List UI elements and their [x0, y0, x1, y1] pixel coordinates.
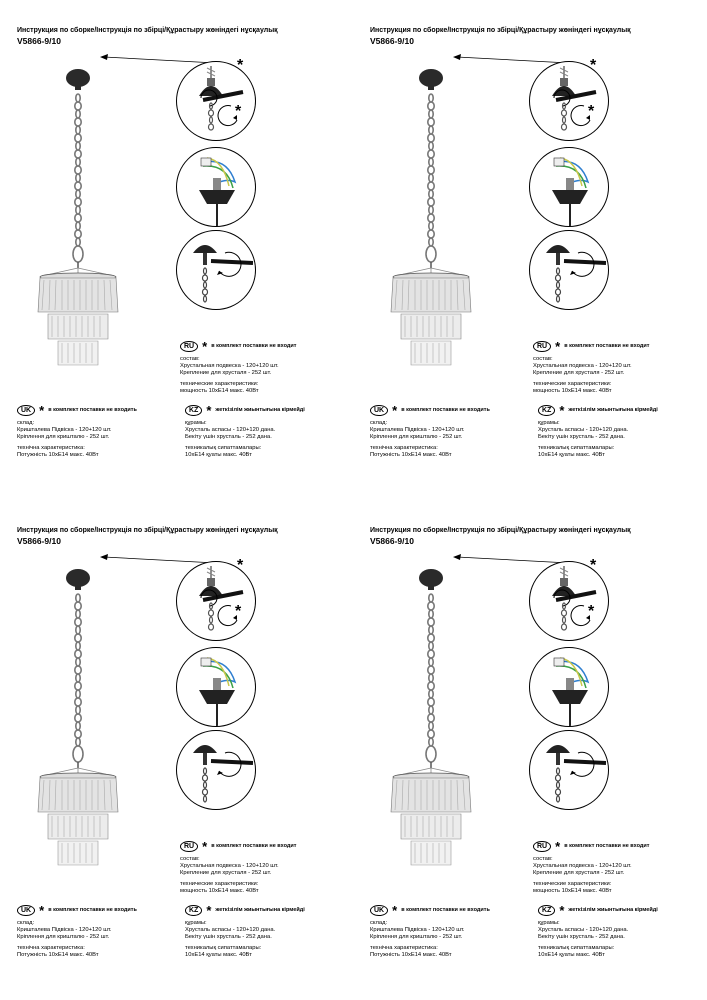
star-icon: *	[237, 57, 244, 74]
ru-composition-line: Хрустальная подвеска - 120+120 шт.	[180, 363, 279, 369]
wire-connection-icon	[177, 648, 255, 726]
star-icon: *	[392, 903, 398, 918]
kz-tech-label: техникалық сипаттамалары:	[185, 445, 262, 451]
star-icon: *	[590, 57, 597, 74]
kz-badge: KZ	[538, 405, 555, 416]
kz-tech-label: техникалық сипаттамалары:	[538, 445, 615, 451]
instruction-panel	[0, 0, 353, 500]
uk-tech-label: технічна характеристика:	[17, 445, 85, 451]
canopy-rotate-icon	[530, 731, 608, 809]
wire-connection-detail	[176, 647, 256, 727]
star-icon: *	[206, 403, 212, 418]
instruction-panel	[353, 0, 706, 500]
uk-composition-line: Кришталева Підвіска - 120+120 шт.	[17, 427, 112, 433]
uk-tech-value: Потужність 10xE14 макс. 40Вт	[370, 452, 452, 458]
ru-badge: RU	[180, 341, 198, 352]
kz-composition-line: Хрусталь аспасы - 120+120 дана.	[538, 927, 629, 933]
canopy-mount-icon	[530, 562, 608, 640]
uk-note: в комплект поставки не входить	[401, 907, 490, 913]
ru-tech-value: мощность 10xE14 макс. 40Вт	[533, 888, 612, 894]
kz-tech-label: техникалық сипаттамалары:	[538, 945, 615, 951]
kz-composition-label: құрамы:	[185, 920, 207, 926]
ru-composition-line: Хрустальная подвеска - 120+120 шт.	[533, 863, 632, 869]
ru-tech-label: технические характеристики:	[533, 381, 612, 387]
uk-composition-line: Кришталева Підвіска - 120+120 шт.	[17, 927, 112, 933]
uk-tech-value: Потужність 10xE14 макс. 40Вт	[17, 952, 99, 958]
star-icon: *	[555, 339, 561, 354]
star-icon: *	[559, 403, 565, 418]
wire-connection-detail	[529, 147, 609, 227]
uk-composition-label: склад:	[370, 420, 388, 426]
wire-connection-icon	[177, 148, 255, 226]
instruction-panel	[0, 500, 353, 1000]
uk-composition-label: склад:	[17, 920, 35, 926]
kz-composition-line: Хрусталь аспасы - 120+120 дана.	[185, 427, 276, 433]
canopy-rotate-icon	[530, 231, 608, 309]
canopy-mount-detail	[176, 61, 256, 141]
ru-composition-line: Крепление для хрусталя - 252 шт.	[533, 870, 625, 876]
star-icon: *	[202, 339, 208, 354]
kz-composition-line: Бекіту үшін хрусталь - 252 дана.	[185, 434, 272, 440]
uk-section	[370, 905, 490, 959]
wire-connection-icon	[530, 148, 608, 226]
uk-composition-line: Кришталева Підвіска - 120+120 шт.	[370, 427, 465, 433]
kz-badge: KZ	[185, 405, 202, 416]
canopy-mount-icon	[177, 62, 255, 140]
canopy-rotate-detail	[529, 230, 609, 310]
uk-composition-line: Кріплення для кришталю - 252 шт.	[17, 434, 110, 440]
ru-section	[180, 341, 296, 395]
canopy-rotate-detail	[176, 230, 256, 310]
kz-section	[538, 405, 658, 459]
ru-composition-label: состав:	[180, 856, 200, 862]
star-icon: *	[392, 403, 398, 418]
kz-tech-value: 10xE14 қуаты макс. 40Вт	[185, 952, 252, 958]
instruction-title: Инструкция по сборке/Інструкція по збірці/Құрастыру жөніндегі нұсқаулық	[370, 27, 631, 34]
kz-composition-line: Бекіту үшін хрусталь - 252 дана.	[185, 934, 272, 940]
ru-tech-label: технические характеристики:	[180, 381, 259, 387]
ru-composition-label: состав:	[533, 356, 553, 362]
uk-badge: UK	[370, 905, 388, 916]
uk-section	[370, 405, 490, 459]
ru-note: в комплект поставки не входит	[564, 843, 650, 849]
instruction-title: Инструкция по сборке/Інструкція по збірці/Құрастыру жөніндегі нұсқаулық	[370, 527, 631, 534]
kz-tech-value: 10xE14 қуаты макс. 40Вт	[538, 452, 605, 458]
uk-composition-line: Кріплення для кришталю - 252 шт.	[370, 934, 463, 940]
ru-tech-label: технические характеристики:	[533, 881, 612, 887]
kz-composition-line: Бекіту үшін хрусталь - 252 дана.	[538, 434, 625, 440]
uk-composition-label: склад:	[370, 920, 388, 926]
chandelier-illustration	[30, 564, 150, 894]
ru-composition-line: Крепление для хрусталя - 252 шт.	[180, 870, 272, 876]
wire-connection-icon	[530, 648, 608, 726]
ru-composition-line: Хрустальная подвеска - 120+120 шт.	[533, 363, 632, 369]
canopy-mount-icon	[177, 562, 255, 640]
ru-composition-line: Крепление для хрусталя - 252 шт.	[180, 370, 272, 376]
uk-section	[17, 405, 137, 459]
uk-tech-value: Потужність 10xE14 макс. 40Вт	[17, 452, 99, 458]
star-icon: *	[555, 839, 561, 854]
kz-note: жеткізілім жиынтығына кірмейді	[215, 907, 305, 913]
canopy-rotate-detail	[529, 730, 609, 810]
kz-badge: KZ	[185, 905, 202, 916]
ru-note: в комплект поставки не входит	[211, 843, 297, 849]
kz-note: жеткізілім жиынтығына кірмейді	[568, 907, 658, 913]
kz-note: жеткізілім жиынтығына кірмейді	[568, 407, 658, 413]
uk-section	[17, 905, 137, 959]
ru-tech-value: мощность 10xE14 макс. 40Вт	[180, 888, 259, 894]
kz-composition-label: құрамы:	[185, 420, 207, 426]
kz-composition-label: құрамы:	[538, 920, 560, 926]
uk-composition-line: Кріплення для кришталю - 252 шт.	[370, 434, 463, 440]
star-icon: *	[206, 903, 212, 918]
ru-note: в комплект поставки не входит	[564, 343, 650, 349]
star-icon: *	[559, 903, 565, 918]
uk-note: в комплект поставки не входить	[48, 407, 137, 413]
uk-badge: UK	[370, 405, 388, 416]
star-icon: *	[39, 903, 45, 918]
uk-composition-line: Кріплення для кришталю - 252 шт.	[17, 934, 110, 940]
ru-badge: RU	[533, 341, 551, 352]
kz-note: жеткізілім жиынтығына кірмейді	[215, 407, 305, 413]
canopy-rotate-icon	[177, 231, 255, 309]
kz-tech-value: 10xE14 қуаты макс. 40Вт	[185, 452, 252, 458]
kz-section	[185, 405, 305, 459]
ru-composition-label: состав:	[180, 356, 200, 362]
ru-tech-value: мощность 10xE14 макс. 40Вт	[533, 388, 612, 394]
uk-composition-line: Кришталева Підвіска - 120+120 шт.	[370, 927, 465, 933]
uk-tech-label: технічна характеристика:	[17, 945, 85, 951]
uk-note: в комплект поставки не входить	[48, 907, 137, 913]
uk-badge: UK	[17, 405, 35, 416]
canopy-rotate-detail	[176, 730, 256, 810]
star-icon: *	[590, 557, 597, 574]
wire-connection-detail	[176, 147, 256, 227]
uk-composition-label: склад:	[17, 420, 35, 426]
instruction-panel	[353, 500, 706, 1000]
canopy-mount-icon	[530, 62, 608, 140]
model-number: V5866-9/10	[17, 536, 61, 546]
ru-composition-line: Хрустальная подвеска - 120+120 шт.	[180, 863, 279, 869]
uk-badge: UK	[17, 905, 35, 916]
canopy-mount-detail	[529, 61, 609, 141]
chandelier-illustration	[383, 564, 503, 894]
kz-section	[185, 905, 305, 959]
canopy-rotate-icon	[177, 731, 255, 809]
ru-badge: RU	[533, 841, 551, 852]
kz-section	[538, 905, 658, 959]
ru-composition-label: состав:	[533, 856, 553, 862]
uk-note: в комплект поставки не входить	[401, 407, 490, 413]
model-number: V5866-9/10	[17, 36, 61, 46]
ru-section	[533, 341, 649, 395]
star-icon: *	[237, 557, 244, 574]
kz-composition-label: құрамы:	[538, 420, 560, 426]
kz-composition-line: Бекіту үшін хрусталь - 252 дана.	[538, 934, 625, 940]
ru-tech-label: технические характеристики:	[180, 881, 259, 887]
star-icon: *	[235, 603, 242, 620]
canopy-mount-detail	[176, 561, 256, 641]
instruction-title: Инструкция по сборке/Інструкція по збірці/Құрастыру жөніндегі нұсқаулық	[17, 527, 278, 534]
star-icon: *	[588, 103, 595, 120]
ru-tech-value: мощность 10xE14 макс. 40Вт	[180, 388, 259, 394]
star-icon: *	[235, 103, 242, 120]
kz-badge: KZ	[538, 905, 555, 916]
star-icon: *	[202, 839, 208, 854]
model-number: V5866-9/10	[370, 36, 414, 46]
ru-section	[180, 841, 296, 895]
kz-tech-label: техникалық сипаттамалары:	[185, 945, 262, 951]
kz-composition-line: Хрусталь аспасы - 120+120 дана.	[538, 427, 629, 433]
ru-composition-line: Крепление для хрусталя - 252 шт.	[533, 370, 625, 376]
instruction-title: Инструкция по сборке/Інструкція по збірці/Құрастыру жөніндегі нұсқаулық	[17, 27, 278, 34]
wire-connection-detail	[529, 647, 609, 727]
model-number: V5866-9/10	[370, 536, 414, 546]
star-icon: *	[588, 603, 595, 620]
uk-tech-label: технічна характеристика:	[370, 445, 438, 451]
ru-section	[533, 841, 649, 895]
kz-tech-value: 10xE14 қуаты макс. 40Вт	[538, 952, 605, 958]
chandelier-illustration	[383, 64, 503, 394]
ru-note: в комплект поставки не входит	[211, 343, 297, 349]
uk-tech-label: технічна характеристика:	[370, 945, 438, 951]
canopy-mount-detail	[529, 561, 609, 641]
star-icon: *	[39, 403, 45, 418]
chandelier-illustration	[30, 64, 150, 394]
kz-composition-line: Хрусталь аспасы - 120+120 дана.	[185, 927, 276, 933]
uk-tech-value: Потужність 10xE14 макс. 40Вт	[370, 952, 452, 958]
ru-badge: RU	[180, 841, 198, 852]
